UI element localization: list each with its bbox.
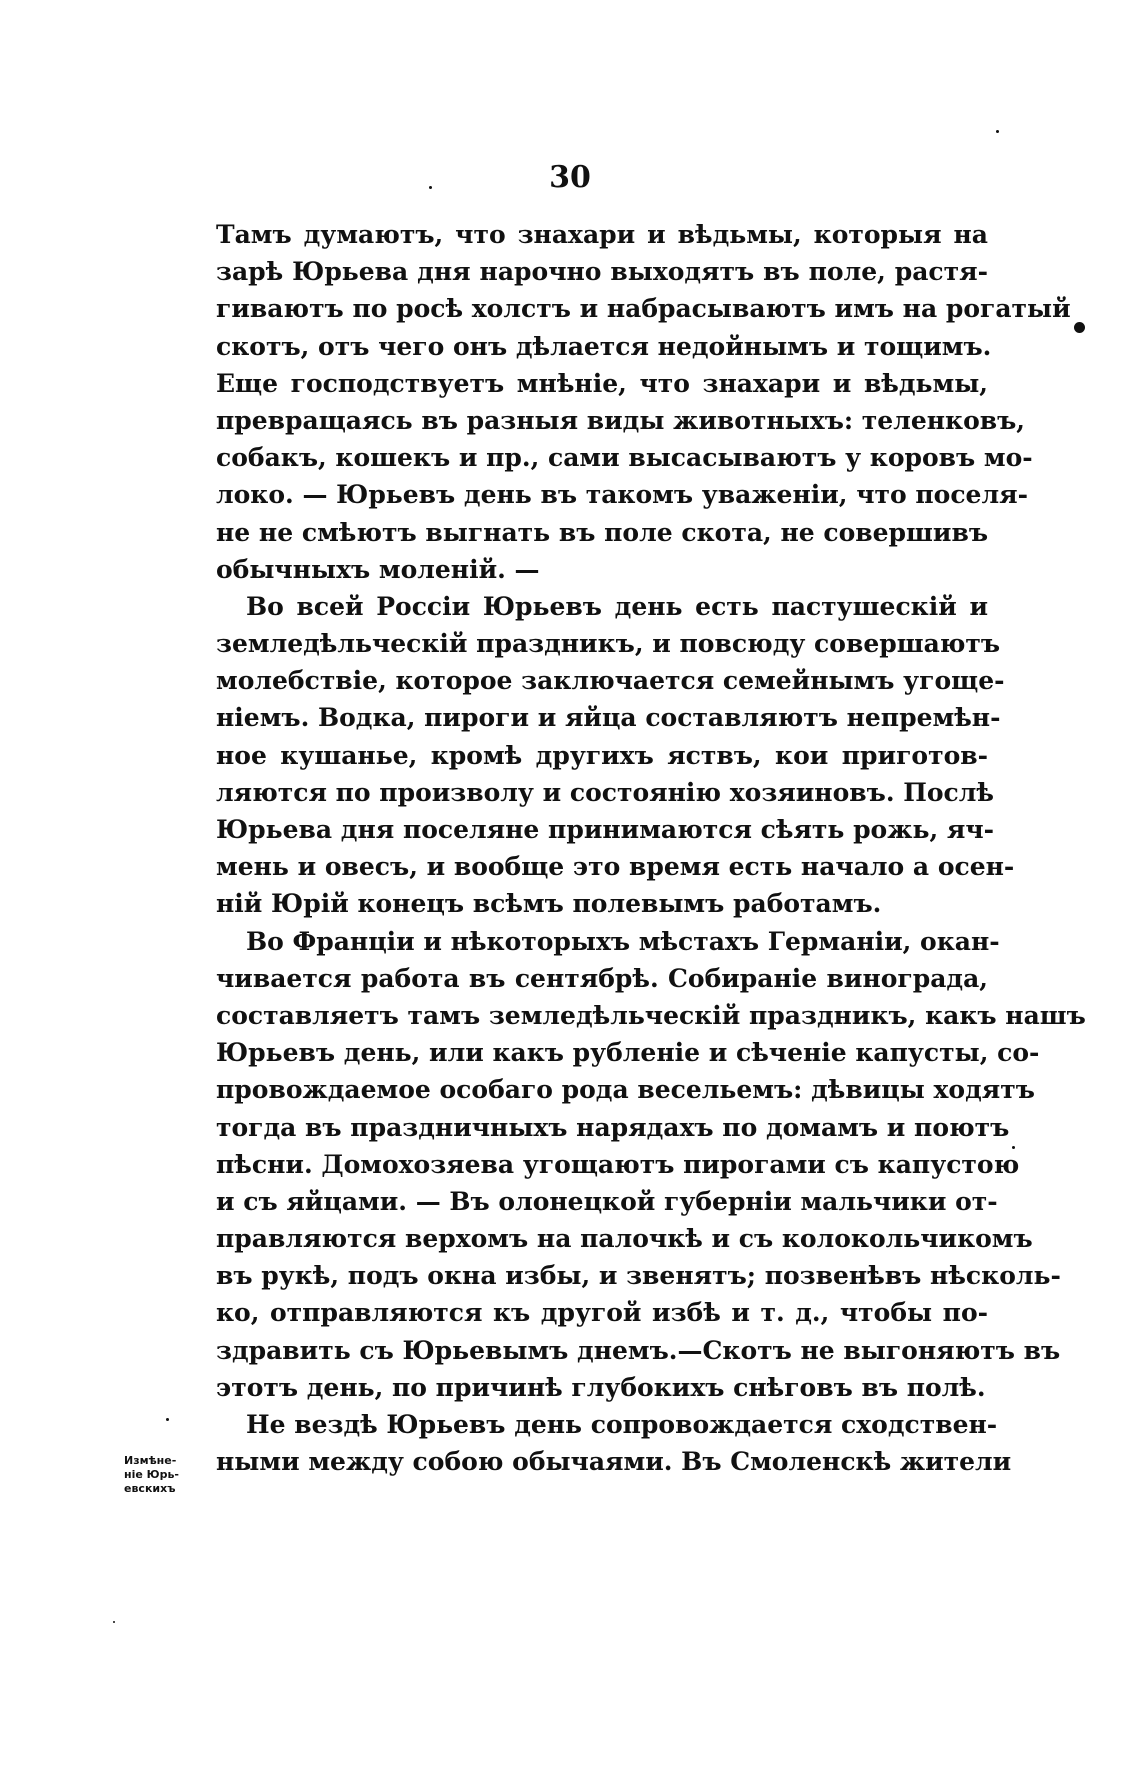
text-line: этотъ день, по причинѣ глубокихъ снѣговъ въ полѣ. (216, 1372, 986, 1402)
text-line: ній Юрій конецъ всѣмъ полевымъ работамъ. (216, 889, 882, 919)
text-line: ное кушанье, кромѣ другихъ яствъ, кои приготов- (216, 740, 988, 770)
text-line: пѣсни. Домохозяева угощаютъ пирогами съ капустою (216, 1149, 1020, 1179)
body-text (216, 216, 1086, 1480)
text-line: ляются по произволу и состоянію хозяиновъ. Послѣ (216, 777, 994, 807)
text-line: Юрьева дня поселяне принимаются сѣять рожь, яч- (216, 815, 994, 844)
text-line: локо. — Юрьевъ день въ такомъ уваженіи, что поселя- (216, 480, 1028, 510)
text-line: тогда въ праздничныхъ нарядахъ по домамъ и поютъ (216, 1112, 1010, 1142)
text-line: ко, отправляются къ другой избѣ и т. д., чтобы по- (216, 1298, 988, 1328)
margin-note-line: евскихъ (124, 1482, 176, 1495)
text-line: мень и овесъ, и вообще это время есть начало а осен- (216, 852, 1015, 882)
margin-note (124, 1454, 208, 1496)
text-line: правляются верхомъ на палочкѣ и съ колокольчикомъ (216, 1224, 1033, 1254)
text-line: ніемъ. Водка, пироги и яйца составляютъ непремѣн- (216, 703, 1001, 733)
text-line: скотъ, отъ чего онъ дѣлается недойнымъ и тощимъ. (216, 331, 992, 361)
ink-speck (429, 186, 432, 189)
text-line: гиваютъ по росѣ холстъ и набрасываютъ имъ на рогатый (216, 294, 1071, 324)
text-line: Во Франціи и нѣкоторыхъ мѣстахъ Германіи, окан- (246, 926, 1000, 956)
page-number: 30 (549, 160, 591, 195)
text-line: въ рукѣ, подъ окна избы, и звенятъ; позвенѣвъ нѣсколь- (216, 1261, 1061, 1291)
text-line: превращаясь въ разныя виды животныхъ: теленковъ, (216, 405, 1026, 435)
ink-speck (166, 1418, 169, 1421)
text-line: зарѣ Юрьева дня нарочно выходятъ въ поле, растя- (216, 257, 988, 287)
text-line: Во всей Россіи Юрьевъ день есть пастушескій и (246, 591, 988, 621)
text-line: провождаемое особаго рода весельемъ: дѣвицы ходятъ (216, 1075, 1035, 1105)
text-line: Юрьевъ день, или какъ рубленіе и сѣченіе капусты, со- (216, 1038, 1040, 1068)
text-line: Не вездѣ Юрьевъ день сопровождается сходствен- (246, 1410, 998, 1439)
text-line: чивается работа въ сентябрѣ. Собираніе винограда, (216, 963, 988, 993)
text-line: и съ яйцами. — Въ олонецкой губерніи мальчики от- (216, 1186, 998, 1216)
text-line: составляетъ тамъ земледѣльческій праздникъ, какъ нашъ (216, 1000, 1086, 1030)
text-line: молебствіе, которое заключается семейнымъ угоще- (216, 666, 1005, 696)
text-line: обычныхъ моленій. — (216, 554, 540, 584)
text-line: земледѣльческій праздникъ, и повсюду совершаютъ (216, 629, 1001, 659)
margin-note-line: Измѣне- (124, 1454, 177, 1467)
ink-speck (1012, 1146, 1015, 1149)
ink-speck (113, 1621, 115, 1623)
text-line: собакъ, кошекъ и пр., сами высасываютъ у коровъ мо- (216, 443, 1033, 473)
text-line: Тамъ думаютъ, что знахари и вѣдьмы, которыя на (216, 220, 988, 249)
text-line: не не смѣютъ выгнать въ поле скота, не совершивъ (216, 517, 988, 547)
margin-note-line: ніе Юрь- (124, 1468, 179, 1481)
ink-speck (996, 130, 999, 133)
ink-spot (1074, 322, 1085, 333)
text-line: ными между собою обычаями. Въ Смоленскѣ жители (216, 1447, 1012, 1477)
text-line: Еще господствуетъ мнѣніе, что знахари и вѣдьмы, (216, 368, 988, 398)
text-line: здравить съ Юрьевымъ днемъ.—Скотъ не выгоняютъ въ (216, 1335, 1061, 1365)
